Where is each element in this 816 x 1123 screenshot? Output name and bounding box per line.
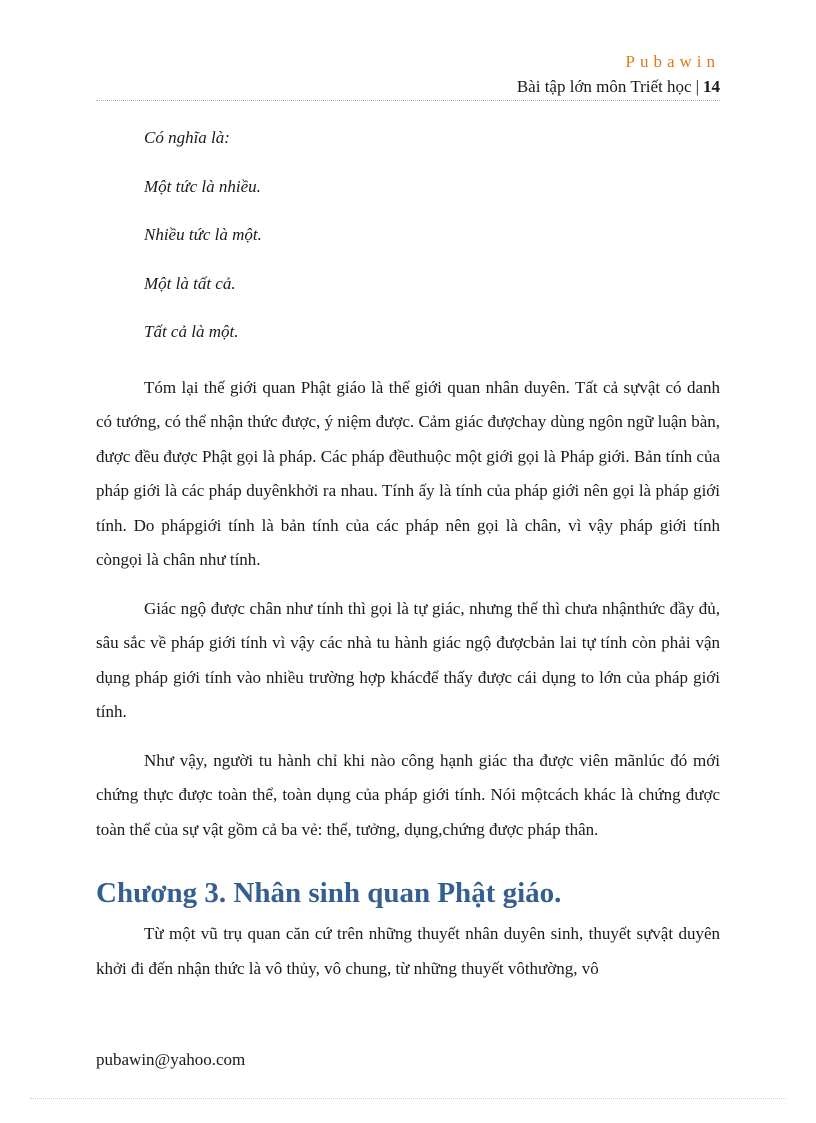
verse-line: Nhiều tức là một.	[144, 225, 262, 244]
body-paragraph: Giác ngộ được chân như tính thì gọi là tự giác, nhưng thế thì chưa nhậnthức đầy đủ, sâu sắc về pháp giới tính vì vậy các nhà tu hành giác ngộ đượcbản lai tự tính còn phải vận dụng pháp giới tính vào nhiều trường hợp khácđể thấy được cái dụng to lớn của pháp giới tính.	[96, 598, 720, 721]
verse-line: Một tức là nhiều.	[144, 176, 261, 196]
header-divider	[96, 100, 720, 101]
footer-email: pubawin@yahoo.com	[96, 1050, 246, 1069]
chapter-paragraph: Từ một vũ trụ quan căn cứ trên những thuyết nhân duyên sinh, thuyết sựvật duyên khởi đi đến nhận thức là vô thủy, vô chung, từ những thuyết vôthường, vô	[96, 924, 720, 978]
header-title-line	[517, 77, 720, 97]
page-number: 14	[703, 77, 720, 96]
verse-line: Tất cả là một.	[144, 322, 239, 341]
header-subject: Bài tập lớn môn Triết học	[516, 77, 692, 96]
header-brand: Pubawin	[625, 52, 720, 71]
header-separator: |	[695, 77, 699, 96]
verse-line: Một là tất cả.	[144, 273, 236, 293]
footer-divider	[30, 1098, 786, 1099]
chapter-heading: Chương 3. Nhân sinh quan Phật giáo.	[96, 877, 562, 909]
body-paragraph: Như vậy, người tu hành chỉ khi nào công hạnh giác tha được viên mãnlúc đó mới chứng thực được toàn thể, toàn dụng của pháp giới tính. Nói mộtcách khác là chứng được toàn thể của sự vật gồm cả ba vẻ: thể, tưởng, dụng,chứng được pháp thân.	[96, 750, 720, 839]
verse-line: Có nghĩa là:	[144, 128, 230, 147]
body-paragraph: Tóm lại thế giới quan Phật giáo là thế giới quan nhân duyên. Tất cả sựvật có danh có tướng, có thể nhận thức được, ý niệm được. Cảm giác đượchay dùng ngôn ngữ luận bàn, được đều được Phật gọi là pháp. Các pháp đềuthuộc một giới gọi là Pháp giới. Bản tính của pháp giới là các pháp duyênkhởi ra nhau. Tính ấy là tính của pháp giới nên gọi là pháp giới tính. Do phápgiới tính là bản tính của các pháp nên gọi là chân, vì vậy pháp giới tính còngọi là chân như tính.	[96, 377, 720, 569]
document-body	[96, 118, 720, 1000]
